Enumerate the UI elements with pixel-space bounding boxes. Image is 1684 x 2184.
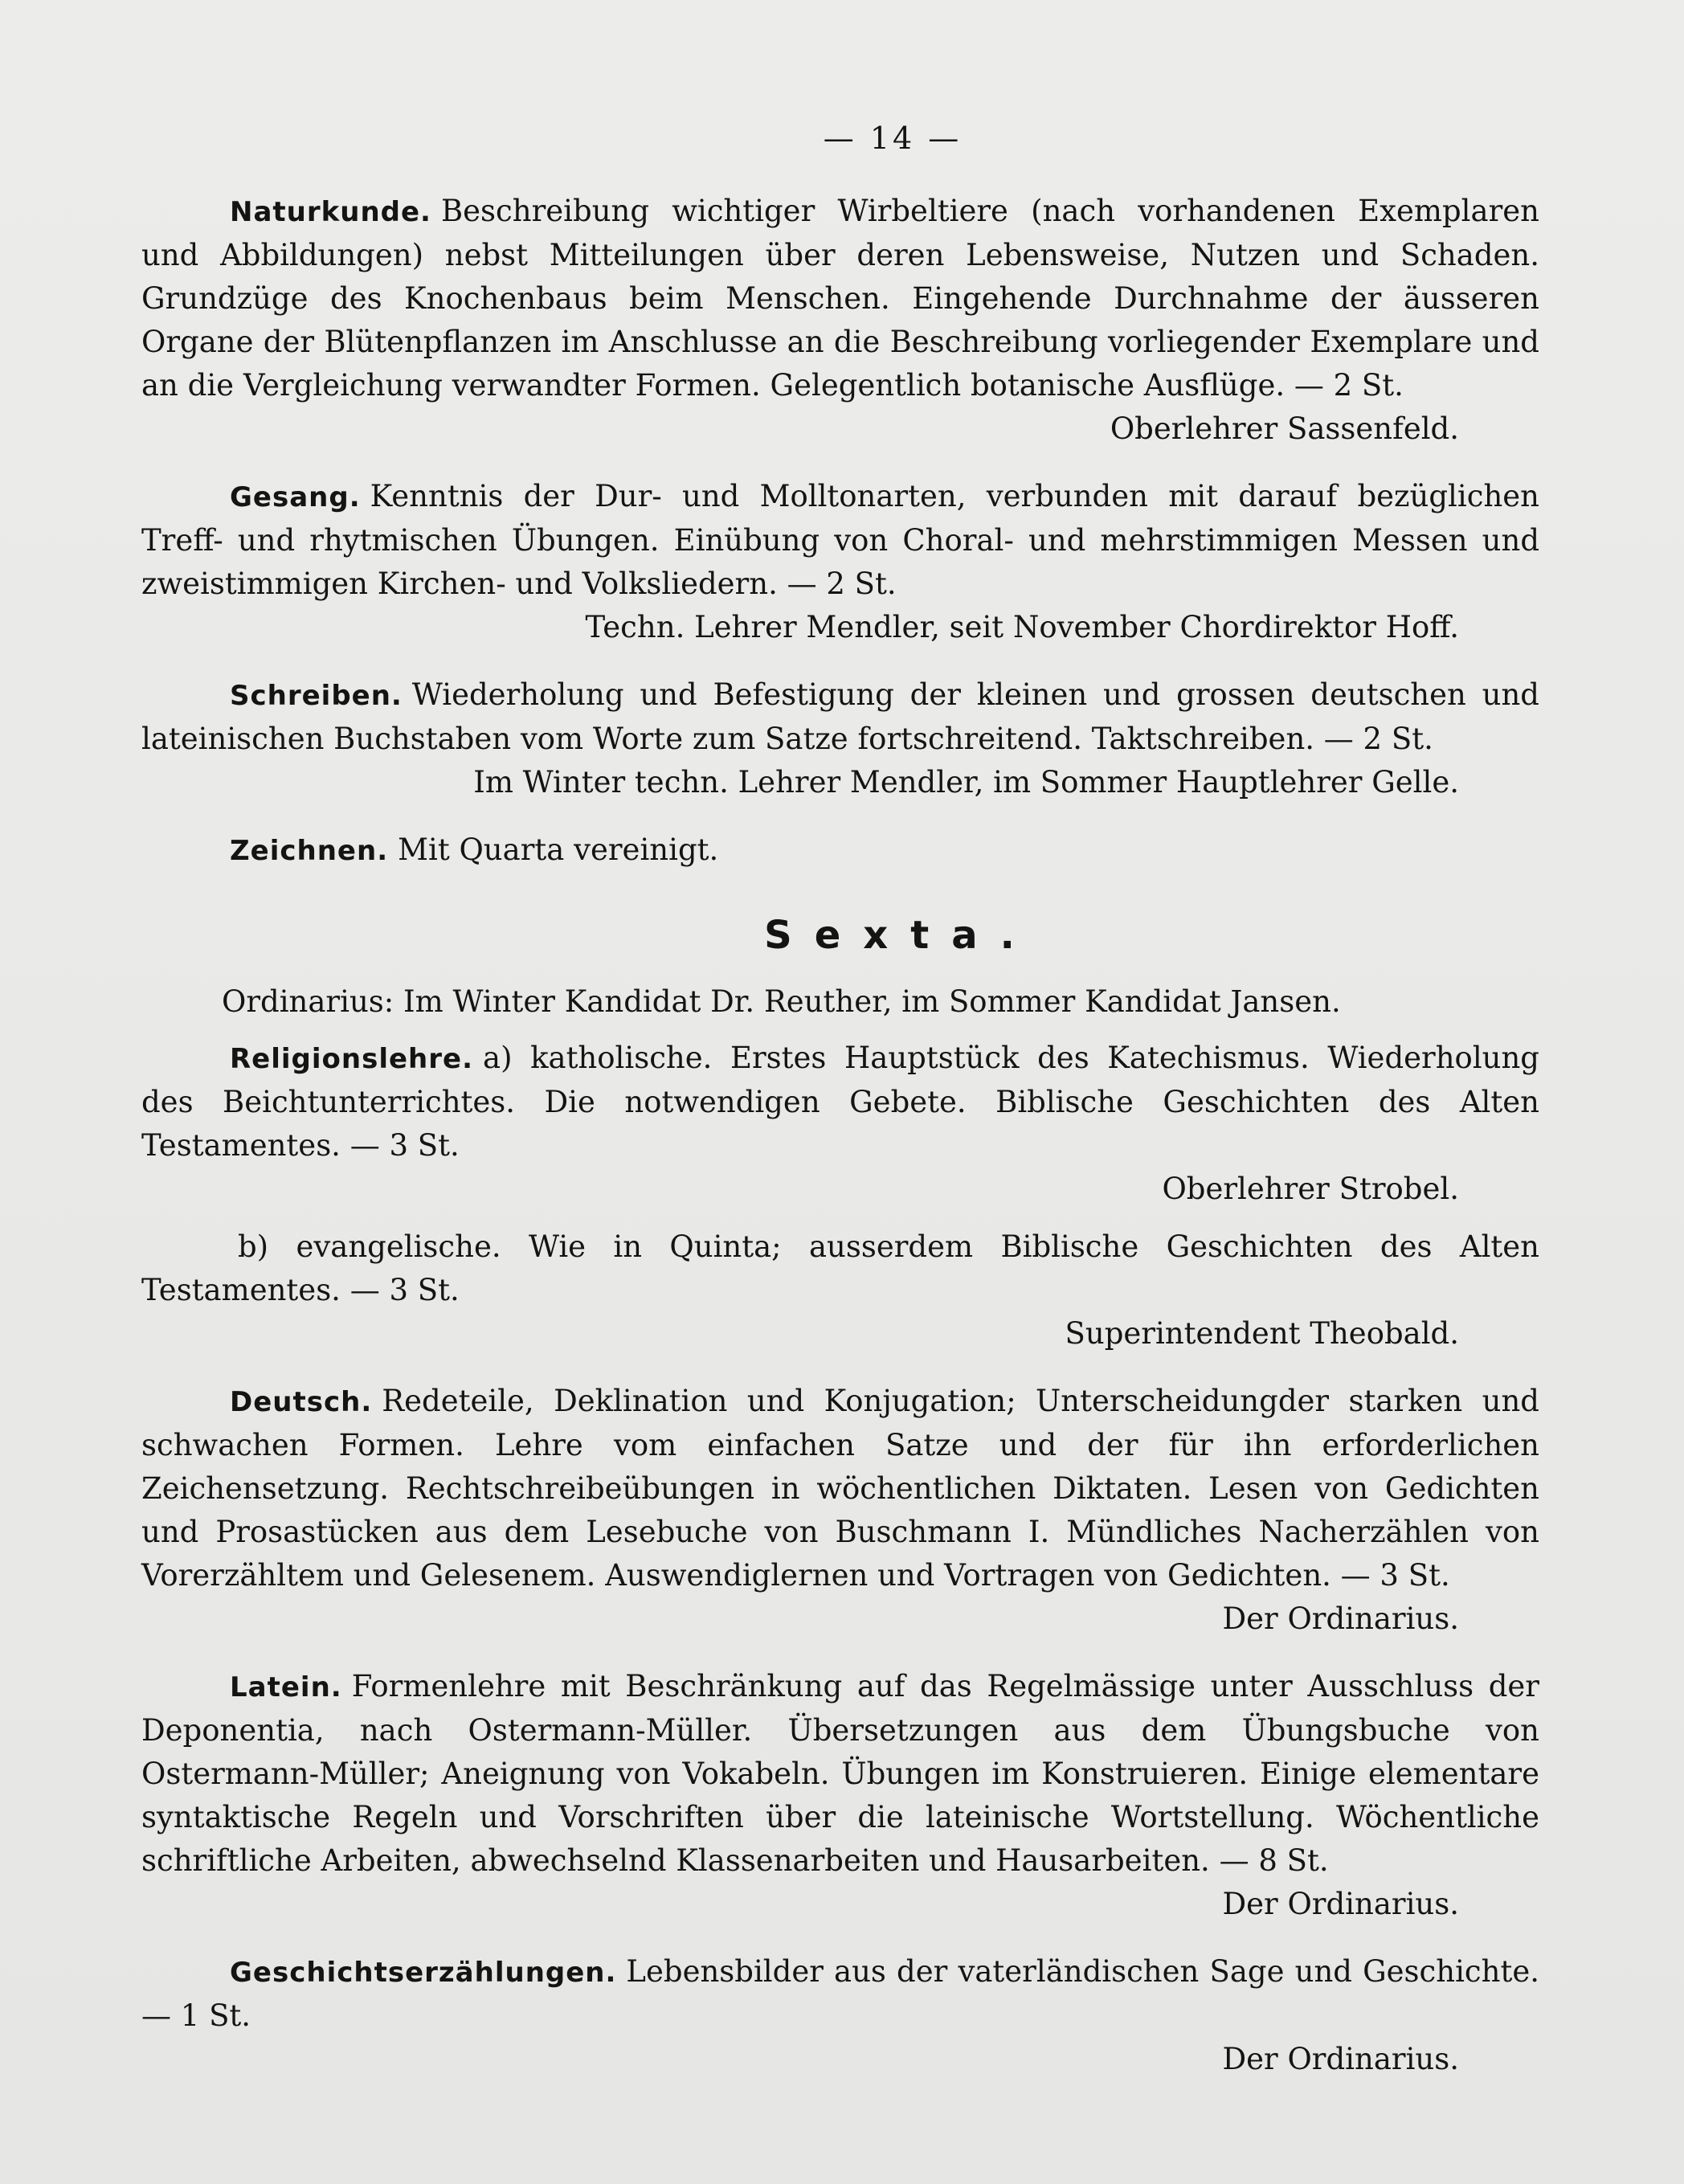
section-heading: Naturkunde.: [230, 196, 431, 228]
section-paragraph: [141, 1380, 1539, 1597]
ordinarius-line: Ordinarius: Im Winter Kandidat Dr. Reuther, im Sommer Kandidat Jansen.: [222, 984, 1341, 1019]
section-paragraph: [141, 1665, 1539, 1883]
section-text: Kenntnis der Dur- und Molltonarten, verbunden mit darauf bezüglichen Treff- und rhytmischen Übungen. Einübung von Choral- und mehrstimmigen Messen und zweistimmigen Kirchen- und Volksliedern. — 2 St.: [141, 479, 1539, 601]
section-heading: Schreiben.: [230, 680, 403, 712]
section-gesang: [141, 475, 1539, 649]
section-religionslehre: [141, 1037, 1539, 1356]
section-latein: [141, 1665, 1539, 1926]
section-zeichnen: [141, 828, 1539, 873]
teacher-signature: Der Ordinarius.: [1222, 2042, 1459, 2076]
page-number: — 14 —: [823, 121, 963, 156]
teacher-signature: Oberlehrer Strobel.: [1162, 1172, 1459, 1206]
section-paragraph: [141, 828, 1539, 873]
section-paragraph: [141, 475, 1539, 606]
page-content: [141, 121, 1539, 2105]
section-heading: Deutsch.: [230, 1386, 373, 1418]
section-text: Redeteile, Deklination und Konjugation; Unterscheidungder starken und schwachen Formen. Lehre vom einfachen Satze und der für ihn erforderlichen Zeichensetzung. Rechtschreibeübungen in wöchentlichen Diktaten. Lesen von Gedichten und Prosastücken aus dem Lesebuche von Buschmann I. Mündliches Nacherzählen von Vorerzähltem und Gelesenem. Auswendiglernen und Vortragen von Gedichten. — 3 St.: [141, 1384, 1539, 1593]
teacher-signature: Superintendent Theobald.: [1065, 1316, 1459, 1351]
section-text-a: a) katholische. Erstes Hauptstück des Katechismus. Wiederholung des Beichtunterrichtes. Die notwendigen Gebete. Biblische Geschichten des Alten Testamentes. — 3 St.: [141, 1041, 1539, 1163]
class-title: Sexta.: [764, 913, 1037, 958]
section-text: Lebensbilder aus der vaterländischen Sage und Geschichte. — 1 St.: [141, 1954, 1539, 2033]
section-text: Formenlehre mit Beschränkung auf das Regelmässige unter Ausschluss der Deponentia, nach Ostermann-Müller. Übersetzungen aus dem Übungsbuche von Ostermann-Müller; Aneignung von Vokabeln. Übungen im Konstruieren. Einige elementare syntaktische Regeln und Vorschriften über die lateinische Wortstellung. Wöchentliche schriftliche Arbeiten, abwechselnd Klassenarbeiten und Hausarbeiten. — 8 St.: [141, 1669, 1539, 1878]
section-paragraph: [141, 190, 1539, 407]
section-deutsch: [141, 1380, 1539, 1641]
section-text-b: b) evangelische. Wie in Quinta; ausserdem Biblische Geschichten des Alten Testamentes. — 3 St.: [141, 1229, 1539, 1307]
section-heading: Zeichnen.: [230, 835, 389, 867]
section-naturkunde: [141, 190, 1539, 451]
section-geschichtserzaehlungen: [141, 1950, 1539, 2081]
teacher-signature: Oberlehrer Sassenfeld.: [1110, 411, 1459, 446]
section-heading: Religionslehre.: [230, 1043, 474, 1075]
section-heading: Latein.: [230, 1671, 342, 1703]
section-paragraph: [141, 1950, 1539, 2038]
section-paragraph: [141, 673, 1539, 761]
teacher-signature: Der Ordinarius.: [1222, 1601, 1459, 1636]
section-paragraph: [141, 1037, 1539, 1168]
section-schreiben: [141, 673, 1539, 804]
section-heading: Geschichtserzählungen.: [230, 1957, 617, 1989]
teacher-signature: Techn. Lehrer Mendler, seit November Chordirektor Hoff.: [585, 610, 1459, 644]
teacher-signature: Der Ordinarius.: [1222, 1887, 1459, 1921]
section-text: Beschreibung wichtiger Wirbeltiere (nach vorhandenen Exemplaren und Abbildungen) nebst Mitteilungen über deren Lebensweise, Nutzen und Schaden. Grundzüge des Knochenbaus beim Menschen. Eingehende Durchnahme der äusseren Organe der Blütenpflanzen im Anschlusse an die Beschreibung vorliegender Exemplare und an die Vergleichung verwandter Formen. Gelegentlich botanische Ausflüge. — 2 St.: [141, 194, 1539, 403]
section-heading: Gesang.: [230, 481, 361, 513]
section-text: Wiederholung und Befestigung der kleinen und grossen deutschen und lateinischen Buchstaben vom Worte zum Satze fortschreitend. Taktschreiben. — 2 St.: [141, 677, 1539, 756]
teacher-signature: Im Winter techn. Lehrer Mendler, im Sommer Hauptlehrer Gelle.: [473, 765, 1459, 800]
section-text: Mit Quarta vereinigt.: [398, 832, 719, 867]
